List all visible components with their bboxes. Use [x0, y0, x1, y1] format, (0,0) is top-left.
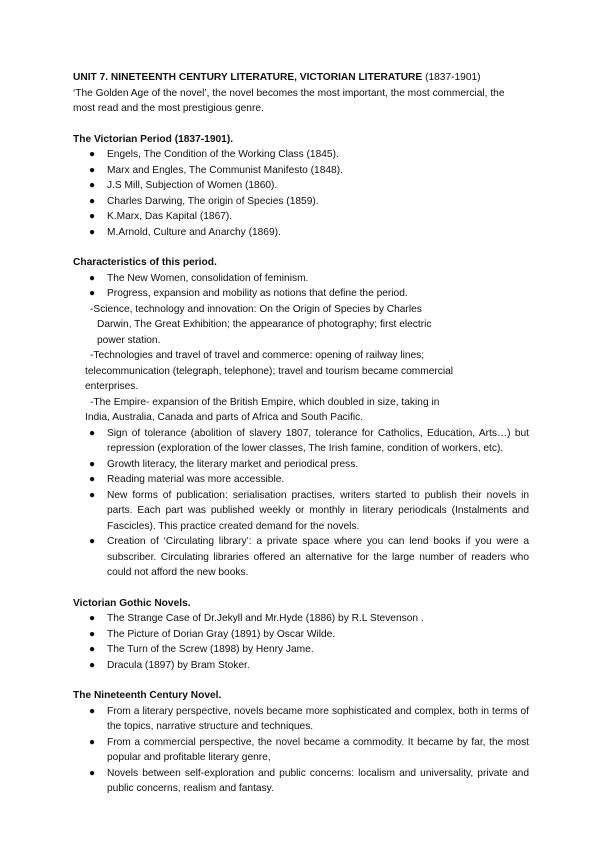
science-line-2: Darwin, The Great Exhibition; the appearance of photography; first electric: [97, 319, 432, 330]
bullet-icon: ●: [89, 288, 96, 299]
bullet-icon: ●: [89, 736, 96, 748]
list-item: ● Reading material was more accessible.: [73, 472, 529, 488]
list-item: ● The Turn of the Screw (1898) by Henry Jame.: [73, 642, 529, 658]
list-item: ● Growth literacy, the literary market and periodical press.: [73, 457, 529, 473]
gothic-list: [73, 611, 529, 673]
bullet-icon: ●: [89, 195, 96, 207]
list-item: ● Progress, expansion and mobility as notions that define the period.: [73, 286, 529, 302]
list-item: ● From a literary perspective, novels became more sophisticated and complex, both in terms of the topics, narrative structure and techniques.: [89, 705, 529, 732]
unit-title-line: [73, 70, 529, 86]
list-item: ● J.S Mill, Subjection of Women (1860).: [73, 178, 529, 194]
empire-line-2: India, Australia, Canada and parts of Africa and South Pacific.: [85, 412, 364, 423]
bullet-icon: ●: [89, 458, 96, 470]
bullet-icon: ●: [89, 628, 96, 640]
bullet-icon: ●: [89, 149, 96, 160]
bullet-icon: ●: [89, 644, 96, 655]
list-item: ● The Strange Case of Dr.Jekyll and Mr.Hyde (1886) by R.L Stevenson .: [73, 611, 529, 627]
list-item: ● The New Women, consolidation of feminism.: [73, 271, 529, 287]
bullet-icon: ●: [89, 613, 96, 624]
bullet-icon: ●: [89, 767, 96, 779]
section-characteristics: [73, 255, 529, 581]
technologies-line-2: telecommunication (telegraph, telephone); travel and tourism became commercial: [85, 365, 454, 377]
bullet-icon: ●: [89, 211, 96, 222]
unit-years: (1837-1901): [425, 72, 481, 83]
nineteenth-novel-list: [73, 704, 529, 797]
intro-paragraph: ‘The Golden Age of the novel’, the novel becomes the most important, the most commercial, the most read and the most prestigious genre.: [73, 87, 505, 114]
list-item: ● Sign of tolerance (abolition of slavery 1807, tolerance for Catholics, Education, Arts…) but repression (exploration of the lower classes, The Irish famine, condition of workers, etc).: [89, 427, 529, 454]
technologies-line-1: -Technologies and travel of travel and commerce: opening of railway lines;: [90, 350, 425, 361]
document-page: [73, 70, 529, 797]
empire-line-1: -The Empire- expansion of the British Empire, which doubled in size, taking in: [90, 396, 440, 408]
bullet-icon: ●: [89, 659, 96, 671]
bullet-icon: ●: [89, 272, 96, 284]
science-line-3: power station.: [97, 334, 161, 346]
list-item: ● From a commercial perspective, the novel became a commodity. It became by far, the most popular and profitable literary genre,: [89, 736, 529, 763]
victorian-period-heading: The Victorian Period (1837-1901).: [73, 133, 234, 145]
characteristics-list-b: [73, 426, 529, 581]
list-item: ● New forms of publication: serialisation practises, writers started to publish their novels in parts. Each part was published weekly or monthly in literary periodicals (Instalments and Fascicles). This practice created demand for the novels.: [89, 489, 529, 532]
bullet-icon: ●: [89, 226, 96, 238]
characteristics-list-a: [73, 271, 529, 302]
bullet-icon: ●: [89, 536, 96, 547]
section-victorian-period: [73, 132, 529, 241]
bullet-icon: ●: [89, 427, 96, 439]
list-item: ● The Picture of Dorian Gray (1891) by Oscar Wilde.: [73, 627, 529, 643]
list-item: ● Marx and Engles, The Communist Manifesto (1848).: [73, 163, 529, 179]
section-nineteenth-century-novel: [73, 688, 529, 797]
bullet-icon: ●: [89, 164, 96, 176]
bullet-icon: ●: [89, 474, 96, 485]
list-item: ● Novels between self-exploration and public concerns: localism and universality, private and public concerns, realism and fantasy.: [89, 767, 529, 794]
bullet-icon: ●: [89, 489, 96, 501]
unit-title: UNIT 7. NINETEENTH CENTURY LITERATURE, VICTORIAN LITERATURE: [73, 72, 423, 83]
list-item: ● Engels, The Condition of the Working Class (1845).: [73, 147, 529, 163]
list-item: ● M.Arnold, Culture and Anarchy (1869).: [73, 225, 529, 241]
bullet-icon: ●: [89, 180, 96, 191]
characteristics-heading: Characteristics of this period.: [73, 257, 217, 268]
technologies-line-3: enterprises.: [85, 381, 139, 392]
gothic-heading: Victorian Gothic Novels.: [73, 597, 191, 609]
section-gothic-novels: [73, 596, 529, 674]
science-line-1: -Science, technology and innovation: On the Origin of Species by Charles: [90, 303, 422, 315]
list-item: ● Charles Darwing, The origin of Species (1859).: [73, 194, 529, 210]
victorian-period-list: [73, 147, 529, 240]
bullet-icon: ●: [89, 705, 96, 717]
nineteenth-novel-heading: The Nineteenth Century Novel.: [73, 690, 222, 701]
list-item: ● Dracula (1897) by Bram Stoker.: [73, 658, 529, 674]
list-item: ● K.Marx, Das Kapital (1867).: [73, 209, 529, 225]
list-item: ● Creation of ‘Circulating library’: a private space where you can lend books if you were a subscriber. Circulating libraries offered an alternative for the large number of readers who could not afford the new books.: [89, 536, 529, 578]
